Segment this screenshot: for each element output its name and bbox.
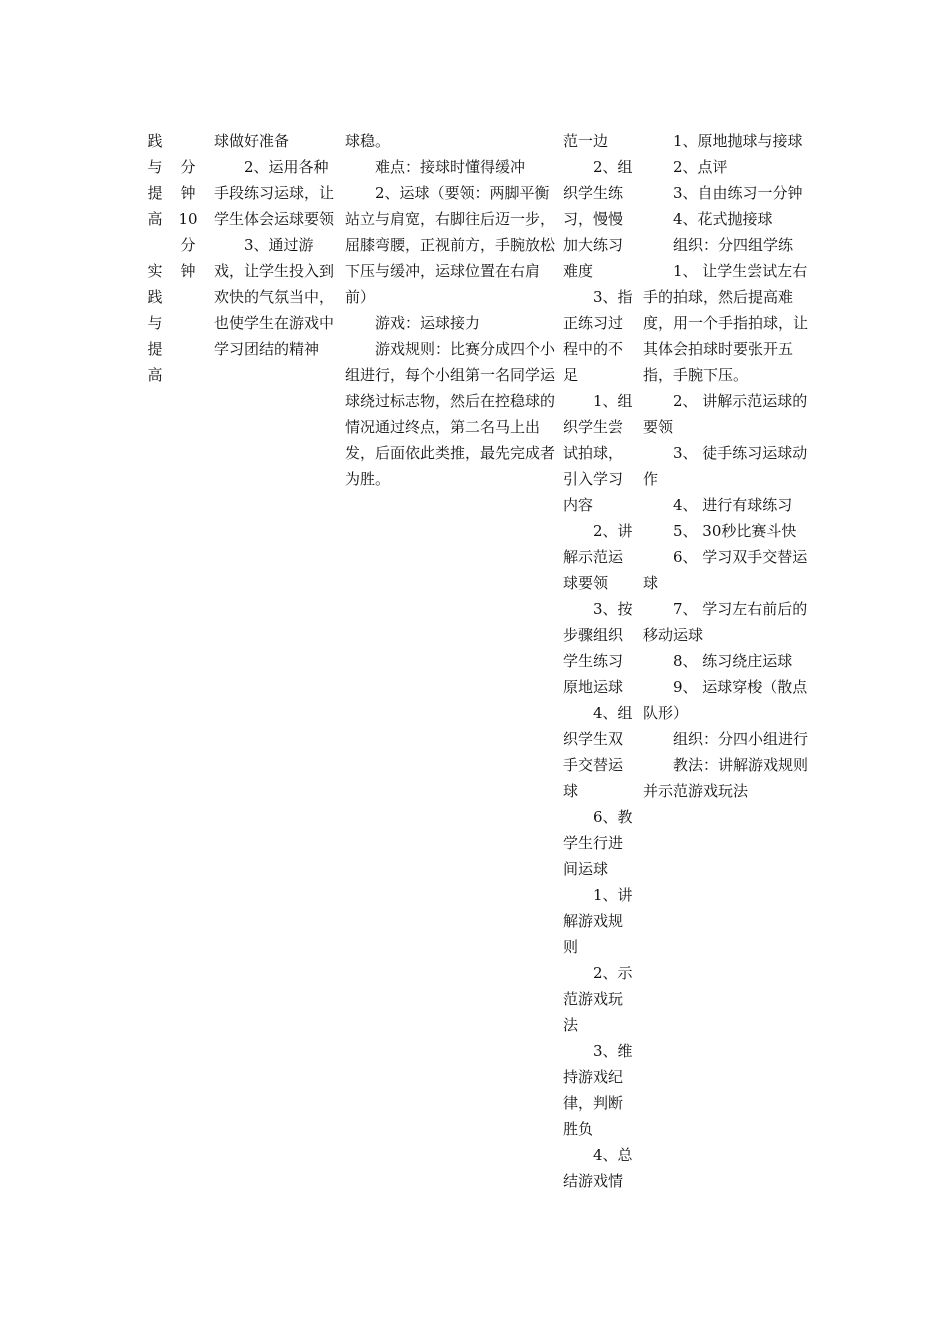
teacher-activity-item: 范一边	[563, 132, 609, 150]
time-char: 10	[178, 210, 198, 228]
stage-char: 与	[147, 158, 163, 176]
stage-char: 践	[147, 132, 163, 150]
teacher-activity-item: 2、示范游戏玩法	[563, 964, 633, 1034]
teacher-activity-column	[563, 128, 635, 1194]
content-text: 游戏：运球接力	[375, 314, 481, 332]
student-activity-item: 8、 练习绕庄运球	[673, 652, 793, 670]
content-column	[345, 128, 562, 492]
objective-text: 2、运用各种手段练习运球，让学生体会运球要领	[214, 158, 335, 228]
student-activity-item: 5、 30秒比赛斗快	[673, 522, 797, 540]
content-text: 难点：接球时懂得缓冲	[375, 158, 526, 176]
stage-char: 践	[147, 288, 163, 306]
student-activity-item: 1、原地抛球与接球	[673, 132, 803, 150]
student-activity-item: 7、 学习左右前后的移动运球	[643, 600, 808, 644]
student-activity-item: 教法：讲解游戏规则并示范游戏玩法	[643, 756, 809, 800]
time-char: 分	[180, 236, 196, 254]
stage-column	[143, 128, 167, 388]
teacher-activity-item: 2、组织学生练习，慢慢加大练习难度	[563, 158, 633, 280]
objective-text: 3、通过游戏，让学生投入到欢快的气氛当中，也使学生在游戏中学习团结的精神	[214, 236, 335, 358]
time-column	[176, 154, 200, 284]
time-char: 分	[180, 158, 196, 176]
student-activity-column	[643, 128, 809, 804]
teacher-activity-item: 3、按步骤组织学生练习原地运球	[563, 600, 633, 696]
stage-char: 提	[147, 340, 163, 358]
stage-char: 与	[147, 314, 163, 332]
objectives-column	[214, 128, 342, 362]
student-activity-item: 2、点评	[673, 158, 728, 176]
content-text: 游戏规则：比赛分成四个小组进行，每个小组第一名同学运球绕过标志物，然后在控稳球的情况通过终点，第二名马上出发，后面依此类推，最先完成者为胜。	[345, 340, 556, 488]
time-char: 钟	[180, 184, 196, 202]
student-activity-item: 组织：分四小组进行	[673, 730, 809, 748]
student-activity-item: 1、 让学生尝试左右手的拍球，然后提高难度，用一个手指拍球，让其体会拍球时要张开五指，手腕下压。	[643, 262, 809, 384]
teacher-activity-item: 3、指正练习过程中的不足	[563, 288, 633, 384]
content-text: 球稳。	[345, 132, 391, 150]
student-activity-item: 组织：分四组学练	[673, 236, 794, 254]
stage-char: 高	[147, 210, 163, 228]
content-text: 2、运球（要领：两脚平衡站立与肩宽，右脚往后迈一步，屈膝弯腰，正视前方，手腕放松下压与缓冲，运球位置在右肩前）	[345, 184, 556, 306]
student-activity-item: 4、 进行有球练习	[673, 496, 793, 514]
student-activity-item: 6、 学习双手交替运球	[643, 548, 808, 592]
objective-text: 球做好准备	[214, 132, 290, 150]
teacher-activity-item: 1、组织学生尝试拍球，引入学习内容	[563, 392, 633, 514]
stage-char: 高	[147, 366, 163, 384]
student-activity-item: 2、 讲解示范运球的要领	[643, 392, 808, 436]
student-activity-item: 3、 徒手练习运球动作	[643, 444, 808, 488]
student-activity-item: 3、自由练习一分钟	[673, 184, 803, 202]
teacher-activity-item: 6、教学生行进间运球	[563, 808, 633, 878]
student-activity-item: 9、 运球穿梭（散点队形）	[643, 678, 808, 722]
teacher-activity-item: 3、维持游戏纪律，判断胜负	[563, 1042, 633, 1138]
teacher-activity-item: 4、组织学生双手交替运球	[563, 704, 633, 800]
time-char: 钟	[180, 262, 196, 280]
teacher-activity-item: 1、讲解游戏规则	[563, 886, 633, 956]
teacher-activity-item: 4、总结游戏情	[563, 1146, 633, 1190]
stage-char: 提	[147, 184, 163, 202]
stage-char: 实	[147, 262, 163, 280]
student-activity-item: 4、花式抛接球	[673, 210, 773, 228]
teacher-activity-item: 2、讲解示范运球要领	[563, 522, 633, 592]
spacer	[143, 232, 167, 258]
